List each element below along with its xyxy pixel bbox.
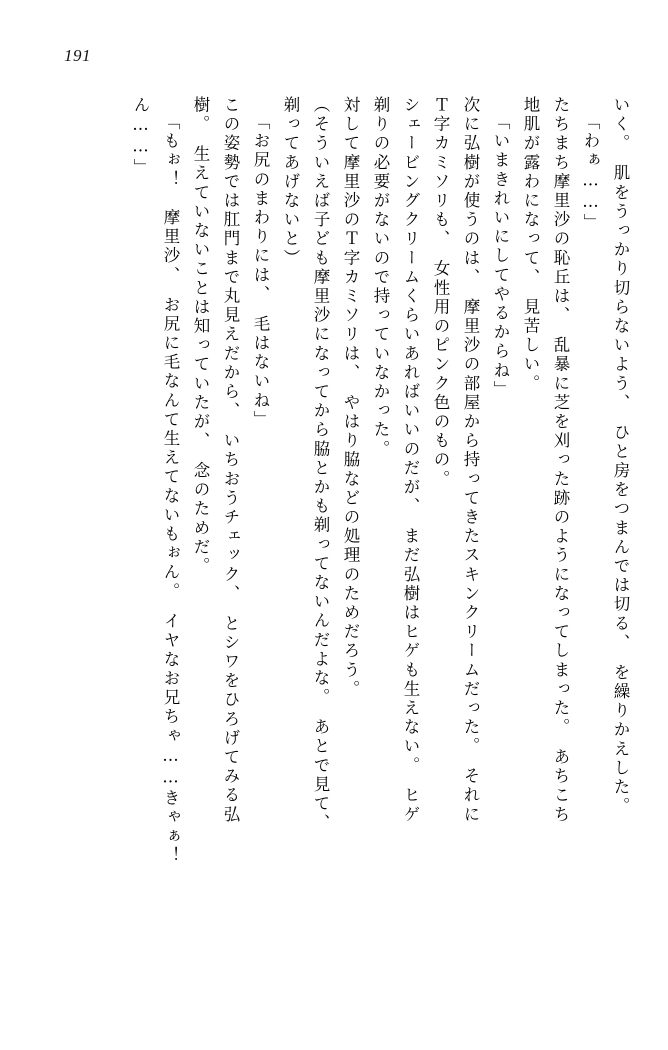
text-line: 「わぁ……」 — [581, 113, 600, 233]
text-line: たちまち摩里沙の恥丘は、 乱暴に芝を刈った跡のようになってしまった。 あちこち — [551, 96, 570, 825]
text-line: 剃りの必要がないので持っていなかった。 — [371, 96, 390, 459]
text-line: 剃ってあげないと） — [281, 96, 300, 268]
text-line: 地肌が露わになって、 見苦しい。 — [521, 96, 540, 394]
text-line: シェービングクリームくらいあればいいのだが、 まだ弘樹はヒゲも生えない。 ヒゲ — [401, 96, 420, 825]
text-line: ん……」 — [131, 96, 150, 178]
text-line: 「いまきれいにしてやるからね」 — [491, 113, 510, 400]
text-line: 次に弘樹が使うのは、 摩里沙の部屋から持ってきたスキンクリームだった。 それに — [461, 96, 480, 825]
text-line: （そういえば子ども摩里沙になってから脇とかも剃ってないんだよな。 あとで見て、 — [311, 96, 330, 833]
text-line: いく。 肌をうっかり切らないよう、 ひと房をつまんでは切る、 を繰りかえした。 — [611, 96, 630, 817]
text-line: Ｔ字カミソリも、 女性用のピンク色のもの。 — [431, 96, 450, 489]
text-line: 「お尻のまわりには、 毛はないね」 — [251, 113, 270, 430]
page-number: 191 — [64, 46, 91, 65]
text-line: 「もぉ！ 摩里沙、 お尻に毛なんて生えてないもぉん。 イヤなお兄ちゃ……きゃぁ！ — [161, 113, 180, 866]
text-line: 樹。 生えていないことは知っていたが、 念のためだ。 — [191, 96, 210, 577]
vertical-text-body — [30, 96, 628, 1008]
text-line: この姿勢では肛門まで丸見えだから、 いちおうチェック、 とシワをひろげてみる弘 — [221, 96, 240, 825]
text-line: 対して摩里沙のＴ字カミソリは、 やはり脇などの処理のためだろう。 — [341, 96, 360, 699]
